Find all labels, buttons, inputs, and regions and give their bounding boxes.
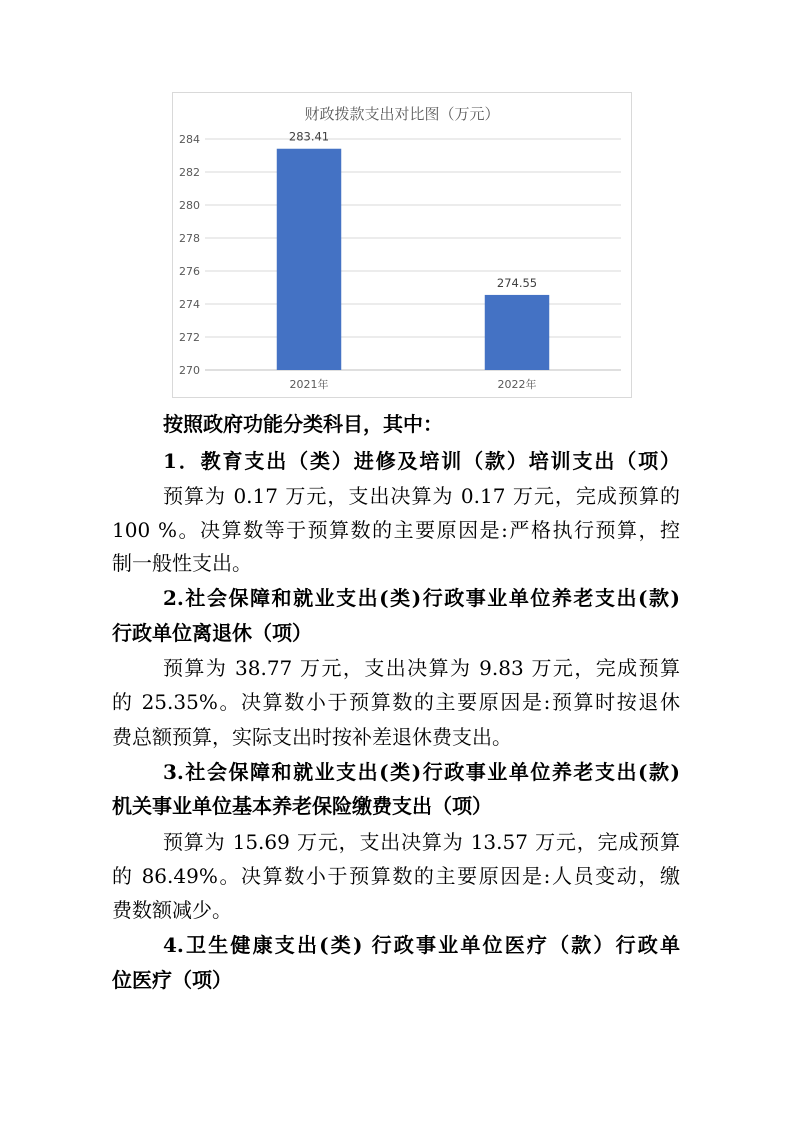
item-body-line: 预算为 0.17 万元，支出决算为 0.17 万元，完成预算的 (163, 484, 680, 508)
item-body-line: 费数额减少。 (112, 898, 232, 922)
y-tick-label: 280 (179, 199, 200, 212)
y-tick-label: 278 (179, 232, 200, 245)
y-tick-label: 282 (179, 166, 200, 179)
y-tick-label: 276 (179, 265, 200, 278)
chart-title: 财政拨款支出对比图（万元） (304, 105, 500, 123)
y-tick-label: 270 (179, 364, 200, 377)
item-heading-line: 行政单位离退休（项） (112, 621, 312, 645)
y-tick-label: 272 (179, 331, 200, 344)
item-heading-line: 3.社会保障和就业支出(类)行政事业单位养老支出(款) (163, 760, 680, 784)
chart-canvas (173, 93, 631, 397)
item-body-line: 预算为 38.77 万元，支出决算为 9.83 万元，完成预算 (163, 656, 680, 680)
item-body-line: 的 86.49%。决算数小于预算数的主要原因是:人员变动，缴 (112, 864, 680, 888)
data-label: 274.55 (496, 275, 538, 290)
bar (485, 295, 549, 370)
item-heading-line: 1．教育支出（类）进修及培训（款）培训支出（项） (163, 449, 680, 473)
x-tick-label: 2022年 (497, 378, 537, 391)
item-heading-line: 2.社会保障和就业支出(类)行政事业单位养老支出(款) (163, 586, 680, 610)
item-body-line: 100 %。决算数等于预算数的主要原因是:严格执行预算，控 (112, 518, 680, 542)
intro-text: 按照政府功能分类科目，其中： (163, 412, 443, 436)
data-label: 283.41 (288, 129, 330, 144)
bar-chart (172, 92, 632, 398)
item-heading-line: 位医疗（项） (112, 968, 232, 992)
item-body-line: 预算为 15.69 万元，支出决算为 13.57 万元，完成预算 (163, 830, 680, 854)
item-body-line: 费总额预算，实际支出时按补差退休费支出。 (112, 725, 512, 749)
item-heading-line: 机关事业单位基本养老保险缴费支出（项） (112, 794, 492, 818)
item-body-line: 制一般性支出。 (112, 551, 252, 575)
y-tick-label: 274 (179, 298, 200, 311)
item-heading-line: 4.卫生健康支出(类) 行政事业单位医疗（款）行政单 (163, 933, 680, 957)
bar (277, 149, 341, 370)
x-tick-label: 2021年 (289, 378, 329, 391)
y-tick-label: 284 (179, 133, 200, 146)
item-body-line: 的 25.35%。决算数小于预算数的主要原因是:预算时按退休 (112, 690, 680, 714)
